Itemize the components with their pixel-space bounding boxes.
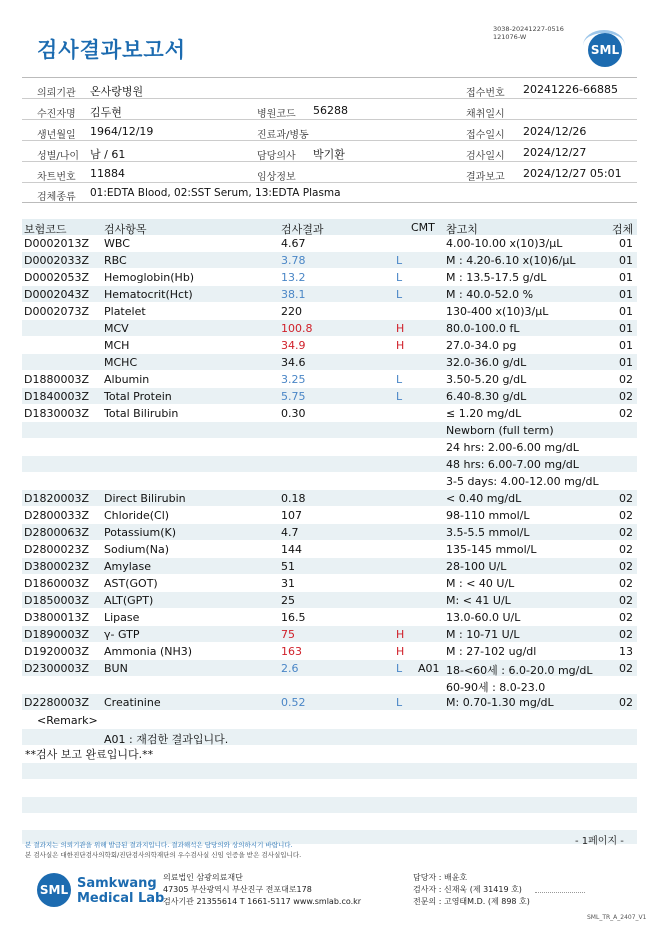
- test-date-value: 2024/12/27: [523, 146, 587, 159]
- cell-specimen: 02: [619, 492, 633, 505]
- cell-item: Lipase: [104, 611, 140, 624]
- cell-reference: M : 4.20-6.10 x(10)6/µL: [446, 254, 576, 267]
- cell-reference: 60-90세 : 8.0-23.0: [446, 681, 546, 694]
- footer-staff-3: 전문의 : 고영태M.D. (제 898 호): [413, 897, 530, 906]
- cell-code: D1850003Z: [24, 594, 89, 607]
- cell-specimen: 01: [619, 356, 633, 369]
- cell-reference: 130-400 x(10)3/µL: [446, 305, 549, 318]
- specimen-value: 01:EDTA Blood, 02:SST Serum, 13:EDTA Plasma: [90, 187, 341, 199]
- footer-notice-2: 본 검사실은 대한진단검사의학회/진단검사의학재단의 우수검사실 신임 인증을 받은 검사실입니다.: [25, 851, 302, 859]
- cell-specimen: 02: [619, 696, 633, 709]
- footer-sml-logo: SML: [37, 873, 71, 907]
- cell-result: 3.78: [281, 254, 306, 267]
- cell-reference: 27.0-34.0 pg: [446, 339, 517, 352]
- cell-result: 75: [281, 628, 295, 641]
- cell-result: 2.6: [281, 662, 299, 675]
- cell-code: D0002073Z: [24, 305, 89, 318]
- cell-specimen: 02: [619, 577, 633, 590]
- cell-result: 107: [281, 509, 302, 522]
- cell-code: D2800063Z: [24, 526, 89, 539]
- cell-code: D1890003Z: [24, 628, 89, 641]
- cell-code: D0002043Z: [24, 288, 89, 301]
- col-specimen-header: 검체: [612, 223, 634, 236]
- cell-reference: 135-145 mmol/L: [446, 543, 537, 556]
- empty-row-1: [22, 763, 637, 779]
- sex-age-label: 성별/나이: [37, 151, 80, 162]
- cell-item: Hemoglobin(Hb): [104, 271, 195, 284]
- hospital-value: 온사랑병원: [90, 85, 144, 98]
- clinical-label: 임상정보: [257, 172, 296, 183]
- cell-code: D0002053Z: [24, 271, 89, 284]
- cell-specimen: 01: [619, 254, 633, 267]
- doctor-label: 담당의사: [257, 151, 296, 162]
- cell-item: Amylase: [104, 560, 152, 573]
- cell-result: 34.6: [281, 356, 306, 369]
- cell-reference: ≤ 1.20 mg/dL: [446, 407, 522, 420]
- col-result-header: 검사결과: [281, 223, 324, 236]
- cell-specimen: 02: [619, 543, 633, 556]
- report-complete-text: **검사 보고 완료입니다.**: [25, 748, 154, 761]
- cell-result: 51: [281, 560, 295, 573]
- cell-flag: H: [396, 645, 405, 658]
- cell-reference: 4.00-10.00 x(10)3/µL: [446, 237, 563, 250]
- cell-reference: M : < 40 U/L: [446, 577, 515, 590]
- cell-reference: 3.50-5.20 g/dL: [446, 373, 527, 386]
- cell-specimen: 01: [619, 271, 633, 284]
- cell-reference: 98-110 mmol/L: [446, 509, 530, 522]
- cell-item: Hematocrit(Hct): [104, 288, 193, 301]
- cell-result: 16.5: [281, 611, 306, 624]
- cell-result: 31: [281, 577, 295, 590]
- cell-code: D2300003Z: [24, 662, 89, 675]
- cell-code: D1830003Z: [24, 407, 89, 420]
- cell-code: D1920003Z: [24, 645, 89, 658]
- report-title: 검사결과보고서: [37, 38, 187, 62]
- cell-flag: L: [396, 288, 403, 301]
- cell-reference: 18-<60세 : 6.0-20.0 mg/dL: [446, 664, 593, 677]
- cell-flag: L: [396, 254, 403, 267]
- cell-specimen: 01: [619, 339, 633, 352]
- cell-code: D1840003Z: [24, 390, 89, 403]
- chart-value: 11884: [90, 167, 125, 180]
- col-item-header: 검사항목: [104, 223, 147, 236]
- cell-result: 100.8: [281, 322, 313, 335]
- cell-specimen: 02: [619, 560, 633, 573]
- test-date-label: 검사일시: [466, 151, 505, 162]
- collect-date-label: 채취일시: [466, 109, 505, 120]
- dept-label: 진료과/병동: [257, 130, 309, 141]
- cell-specimen: 02: [619, 628, 633, 641]
- cell-item: MCH: [104, 339, 130, 352]
- cell-specimen: 02: [619, 373, 633, 386]
- patient-label: 수진자명: [37, 109, 76, 120]
- receipt-date-value: 2024/12/26: [523, 125, 587, 138]
- cell-code: D1860003Z: [24, 577, 89, 590]
- footer-address: 47305 부산광역시 부산진구 전포대로178: [163, 885, 312, 894]
- footer-contact: 검사기관 21355614 T 1661-5117 www.smlab.co.kr: [163, 897, 362, 906]
- cell-specimen: 02: [619, 611, 633, 624]
- cell-item: γ- GTP: [104, 628, 140, 641]
- remark-label: <Remark>: [37, 714, 98, 727]
- cell-specimen: 02: [619, 526, 633, 539]
- cell-item: Sodium(Na): [104, 543, 169, 556]
- cell-reference: 3-5 days: 4.00-12.00 mg/dL: [446, 475, 599, 488]
- birth-label: 생년월일: [37, 130, 76, 141]
- patient-value: 김두현: [90, 106, 122, 119]
- cell-specimen: 02: [619, 407, 633, 420]
- cell-reference: M: 0.70-1.30 mg/dL: [446, 696, 554, 709]
- cell-item: Creatinine: [104, 696, 161, 709]
- receipt-date-label: 접수일시: [466, 130, 505, 141]
- cell-flag: H: [396, 339, 405, 352]
- cell-item: Potassium(K): [104, 526, 177, 539]
- cell-item: WBC: [104, 237, 130, 250]
- cell-reference: 6.40-8.30 g/dL: [446, 390, 527, 403]
- cell-item: BUN: [104, 662, 128, 675]
- cell-item: AST(GOT): [104, 577, 158, 590]
- remark-text: A01 : 재검한 결과입니다.: [104, 733, 229, 746]
- col-cmt-header: CMT: [411, 221, 435, 234]
- cell-reference: Newborn (full term): [446, 424, 554, 437]
- doctor-value: 박기환: [313, 148, 345, 161]
- cell-item: Total Bilirubin: [104, 407, 179, 420]
- sex-age-value: 남 / 61: [90, 148, 126, 161]
- cell-reference: M : 27-102 ug/dl: [446, 645, 537, 658]
- cell-code: D3800013Z: [24, 611, 89, 624]
- report-value: 2024/12/27 05:01: [523, 167, 622, 180]
- receipt-no-label: 접수번호: [466, 88, 505, 99]
- cell-code: D0002013Z: [24, 237, 89, 250]
- cell-result: 163: [281, 645, 302, 658]
- cell-reference: M : 40.0-52.0 %: [446, 288, 534, 301]
- cell-result: 4.7: [281, 526, 299, 539]
- col-ref-header: 참고치: [446, 223, 478, 236]
- empty-row-2: [22, 797, 637, 813]
- cell-flag: L: [396, 373, 403, 386]
- cell-specimen: 01: [619, 288, 633, 301]
- hosp-code-value: 56288: [313, 104, 348, 117]
- cell-specimen: 02: [619, 662, 633, 675]
- footer-logo-name-2: Medical Lab: [77, 891, 165, 906]
- cell-result: 38.1: [281, 288, 306, 301]
- receipt-no-value: 20241226-66885: [523, 83, 618, 96]
- form-code: SML_TR_A_2407_V1: [587, 914, 647, 921]
- cell-specimen: 02: [619, 390, 633, 403]
- cell-reference: 28-100 U/L: [446, 560, 507, 573]
- cell-result: 220: [281, 305, 302, 318]
- cell-reference: M: < 41 U/L: [446, 594, 511, 607]
- cell-reference: 48 hrs: 6.00-7.00 mg/dL: [446, 458, 579, 471]
- cell-item: Total Protein: [104, 390, 172, 403]
- cell-item: RBC: [104, 254, 127, 267]
- cell-item: Direct Bilirubin: [104, 492, 186, 505]
- cell-result: 3.25: [281, 373, 306, 386]
- cell-specimen: 01: [619, 237, 633, 250]
- cell-result: 25: [281, 594, 295, 607]
- footer-logo-name-1: Samkwang: [77, 876, 157, 891]
- cell-item: Platelet: [104, 305, 146, 318]
- cell-result: 13.2: [281, 271, 306, 284]
- cell-reference: 3.5-5.5 mmol/L: [446, 526, 530, 539]
- cell-specimen: 02: [619, 594, 633, 607]
- cell-result: 0.52: [281, 696, 306, 709]
- cell-item: MCV: [104, 322, 129, 335]
- cell-flag: H: [396, 322, 405, 335]
- cell-specimen: 01: [619, 305, 633, 318]
- cell-flag: L: [396, 662, 403, 675]
- cell-reference: 24 hrs: 2.00-6.00 mg/dL: [446, 441, 579, 454]
- cell-code: D1820003Z: [24, 492, 89, 505]
- cell-reference: M : 10-71 U/L: [446, 628, 520, 641]
- cell-result: 5.75: [281, 390, 306, 403]
- cell-specimen: 13: [619, 645, 633, 658]
- cell-reference: < 0.40 mg/dL: [446, 492, 522, 505]
- cell-code: D3800023Z: [24, 560, 89, 573]
- footer-org: 의료법인 삼광의료재단: [163, 873, 243, 882]
- cell-result: 0.30: [281, 407, 306, 420]
- page-number: - 1페이지 -: [575, 836, 624, 847]
- cell-code: D2800023Z: [24, 543, 89, 556]
- footer-notice-1: 본 결과지는 의뢰기관을 위해 발급된 결과지입니다. 결과해석은 담당의와 상의하시기 바랍니다.: [25, 841, 293, 849]
- signature-mark: [535, 880, 585, 893]
- cell-flag: L: [396, 390, 403, 403]
- cell-result: 4.67: [281, 237, 306, 250]
- cell-code: D1880003Z: [24, 373, 89, 386]
- specimen-label: 검체종류: [37, 192, 76, 203]
- cell-item: ALT(GPT): [104, 594, 154, 607]
- cell-flag: L: [396, 271, 403, 284]
- cell-flag: L: [396, 696, 403, 709]
- cell-result: 34.9: [281, 339, 306, 352]
- report-label: 결과보고: [466, 172, 505, 183]
- col-code-header: 보험코드: [24, 223, 67, 236]
- cell-specimen: 01: [619, 322, 633, 335]
- cell-specimen: 02: [619, 509, 633, 522]
- cell-result: 0.18: [281, 492, 306, 505]
- cell-item: MCHC: [104, 356, 138, 369]
- cell-flag: H: [396, 628, 405, 641]
- cell-reference: M : 13.5-17.5 g/dL: [446, 271, 547, 284]
- hospital-label: 의뢰기관: [37, 88, 76, 99]
- cell-item: Ammonia (NH3): [104, 645, 193, 658]
- birth-value: 1964/12/19: [90, 125, 154, 138]
- cell-result: 144: [281, 543, 302, 556]
- footer-staff-1: 담당자 : 배윤호: [413, 873, 468, 882]
- cell-item: Chloride(Cl): [104, 509, 170, 522]
- footer-staff-2: 검사자 : 신재욱 (제 31419 호): [413, 885, 522, 894]
- cell-code: D0002033Z: [24, 254, 89, 267]
- cell-item: Albumin: [104, 373, 150, 386]
- hosp-code-label: 병원코드: [257, 109, 296, 120]
- chart-label: 차트번호: [37, 172, 76, 183]
- cell-cmt: A01: [418, 662, 440, 675]
- cell-code: D2280003Z: [24, 696, 89, 709]
- document-code: 3038-20241227-0516 121076-W: [493, 25, 564, 41]
- cell-reference: 80.0-100.0 fL: [446, 322, 520, 335]
- cell-code: D2800033Z: [24, 509, 89, 522]
- sml-logo: SML: [588, 33, 622, 67]
- cell-reference: 32.0-36.0 g/dL: [446, 356, 527, 369]
- cell-reference: 13.0-60.0 U/L: [446, 611, 521, 624]
